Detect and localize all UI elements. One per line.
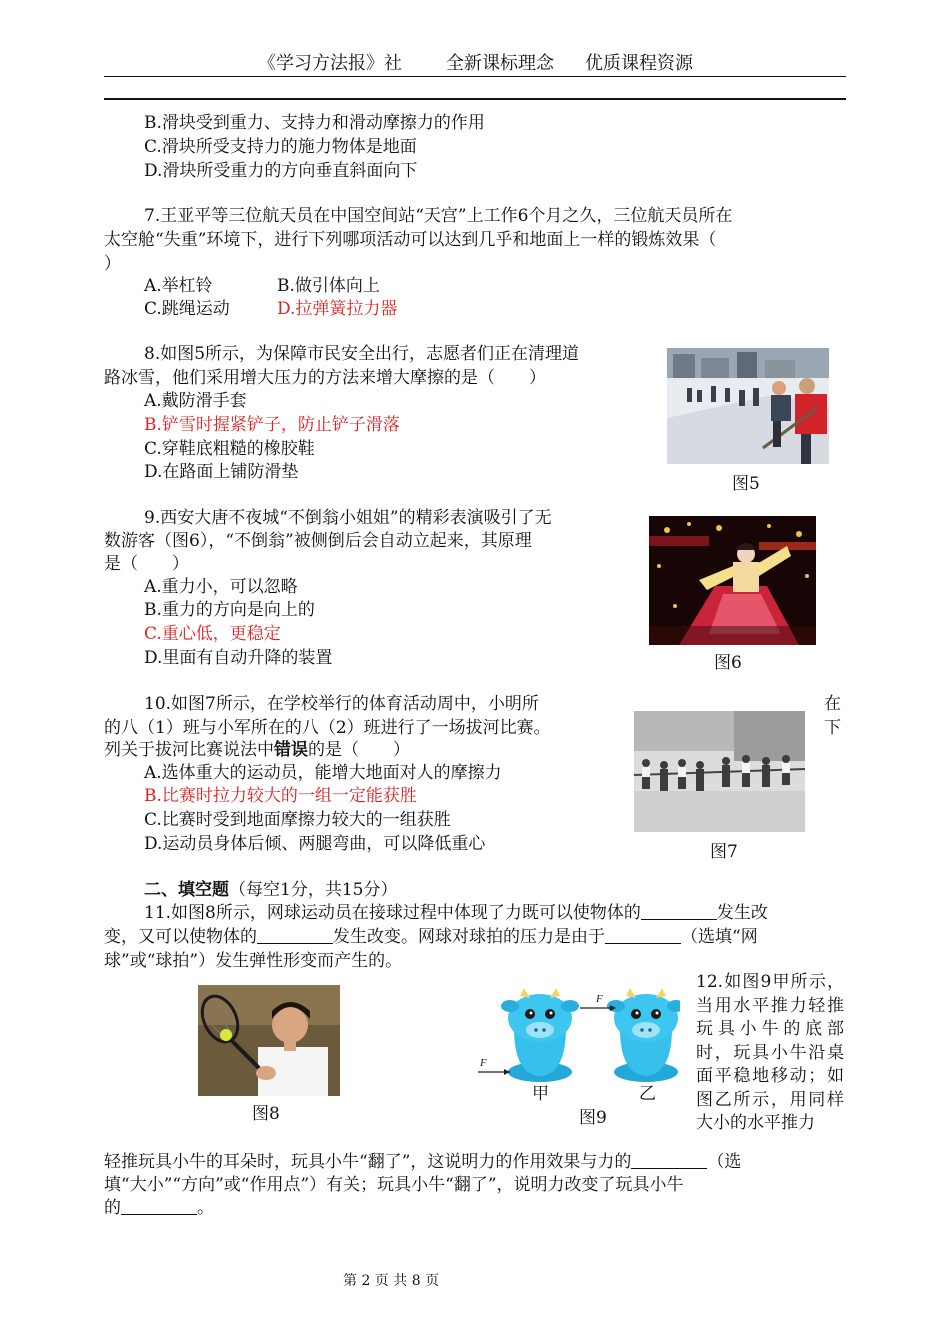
q10-option-a: A.选体重大的运动员，能增大地面对人的摩擦力 [144,763,502,783]
force-label-jia: F [480,1057,487,1069]
q10-option-d: D.运动员身体后倾、两腿弯曲，可以降低重心 [144,834,486,854]
figure-7-caption: 图7 [710,842,738,862]
figure-7-tug-of-war-photo [634,711,805,832]
section-2-heading: 二、填空题（每空1分，共15分） [144,880,398,900]
q7-option-a: A.举杠铃 [144,276,213,296]
q7-option-d-answer: D.拉弹簧拉力器 [277,299,398,319]
q11-stem-line3: 球”或“球拍”）发生弹性形变而产生的。 [104,951,403,971]
q8-option-c: C.穿鞋底粗糙的橡胶鞋 [144,439,315,459]
q7-stem-line2: 太空舱“失重”环境下，进行下列哪项活动可以达到几乎和地面上一样的锻炼效果（ [104,230,717,250]
q10-stem-line1: 10.如图7所示，在学校举行的体育活动周中，小明所 [144,694,539,714]
q10-option-b-answer: B.比赛时拉力较大的一组一定能获胜 [144,786,417,806]
q7-option-b: B.做引体向上 [277,276,380,296]
q8-option-d: D.在路面上铺防滑垫 [144,462,299,482]
q11-blank-2[interactable] [257,925,333,944]
figure-9-label-yi: 乙 [639,1084,656,1104]
figure-8-caption: 图8 [252,1104,280,1124]
header-source: 《学习方法报》社 [258,53,402,74]
q10-stem-line1-end: 在 [824,694,841,714]
q11-blank-3[interactable] [605,925,681,944]
q6-option-d: D.滑块所受重力的方向垂直斜面向下 [144,161,418,181]
q8-stem-line2: 路冰雪，他们采用增大压力的方法来增大摩擦的是（ ） [104,368,546,388]
q9-option-c-answer: C.重心低，更稳定 [144,624,281,644]
header-rule-top [104,76,846,77]
q12-stem-line1: 轻推玩具小牛的耳朵时，玩具小牛“翻了”，这说明力的作用效果与力的 （选 [104,1152,742,1172]
q9-stem-line2: 数游客（图6），“不倒翁”被侧倒后会自动立起来，其原理 [104,531,532,551]
figure-9-toy-cow-diagram [474,986,680,1090]
header-slogan-1: 全新课标理念 [446,53,554,74]
figure-9-caption: 图9 [579,1108,607,1128]
figure-9-label-jia: 甲 [532,1084,549,1104]
q12-stem-column: 12.如图9甲所示，当用水平推力轻推玩具小牛的底部时，玩具小牛沿桌面平稳地移动；如图乙所示，用同样大小的水平推力 [696,972,844,1133]
q9-option-b: B.重力的方向是向上的 [144,600,315,620]
figure-6-tumbler-performer-photo [649,516,816,645]
q6-option-c: C.滑块所受支持力的施力物体是地面 [144,137,417,157]
q10-option-c: C.比赛时受到地面摩擦力较大的一组获胜 [144,810,451,830]
toy-cow-yi-icon [607,988,680,1082]
q9-option-a: A.重力小，可以忽略 [144,577,298,597]
q6-option-b: B.滑块受到重力、支持力和滑动摩擦力的作用 [144,113,485,133]
q8-stem-line1: 8.如图5所示，为保障市民安全出行，志愿者们正在清理道 [144,344,580,364]
q11-blank-1[interactable] [641,901,717,920]
q9-stem-line1: 9.西安大唐不夜城“不倒翁小姐姐”的精彩表演吸引了无 [144,508,552,528]
header-slogan-2: 优质课程资源 [585,53,693,74]
figure-6-caption: 图6 [714,653,742,673]
page-number-footer: 第 2 页 共 8 页 [343,1273,440,1289]
header-rule-bottom [104,98,846,100]
q8-option-b-answer: B.铲雪时握紧铲子，防止铲子滑落 [144,415,400,435]
q12-stem-line2: 填“大小”“方向”或“作用点”）有关；玩具小牛“翻了”，说明力改变了玩具小牛 [104,1175,684,1195]
figure-5-caption: 图5 [732,474,760,494]
q11-stem-line2: 变，又可以使物体的 发生改变。网球对球拍的压力是由于 （选填“网 [104,927,758,947]
q10-stem-line2: 的八（1）班与小军所在的八（2）班进行了一场拔河比赛。 [104,718,551,738]
q7-option-c: C.跳绳运动 [144,299,230,319]
q7-stem-line1: 7.王亚平等三位航天员在中国空间站“天宫”上工作6个月之久，三位航天员所在 [144,206,733,226]
force-label-yi: F [596,993,603,1005]
q12-blank-2[interactable] [121,1196,197,1215]
toy-cow-jia-icon [501,988,579,1082]
q9-option-d: D.里面有自动升降的装置 [144,648,333,668]
q7-stem-line3: ） [104,254,121,274]
figure-5-snow-clearing-photo [667,348,829,464]
q12-blank-1[interactable] [631,1150,707,1169]
q12-stem-line3: 的 。 [104,1198,214,1218]
q9-stem-line3: 是（ ） [104,554,189,574]
figure-8-tennis-player-photo [198,985,340,1096]
q11-stem-line1: 11.如图8所示，网球运动员在接球过程中体现了力既可以使物体的 发生改 [144,903,768,923]
q10-emphasis: 错误 [274,740,308,760]
q10-stem-line2-end: 下 [824,718,841,738]
q10-stem-line3: 列关于拔河比赛说法中错误的是（ ） [104,740,410,760]
q8-option-a: A.戴防滑手套 [144,391,247,411]
